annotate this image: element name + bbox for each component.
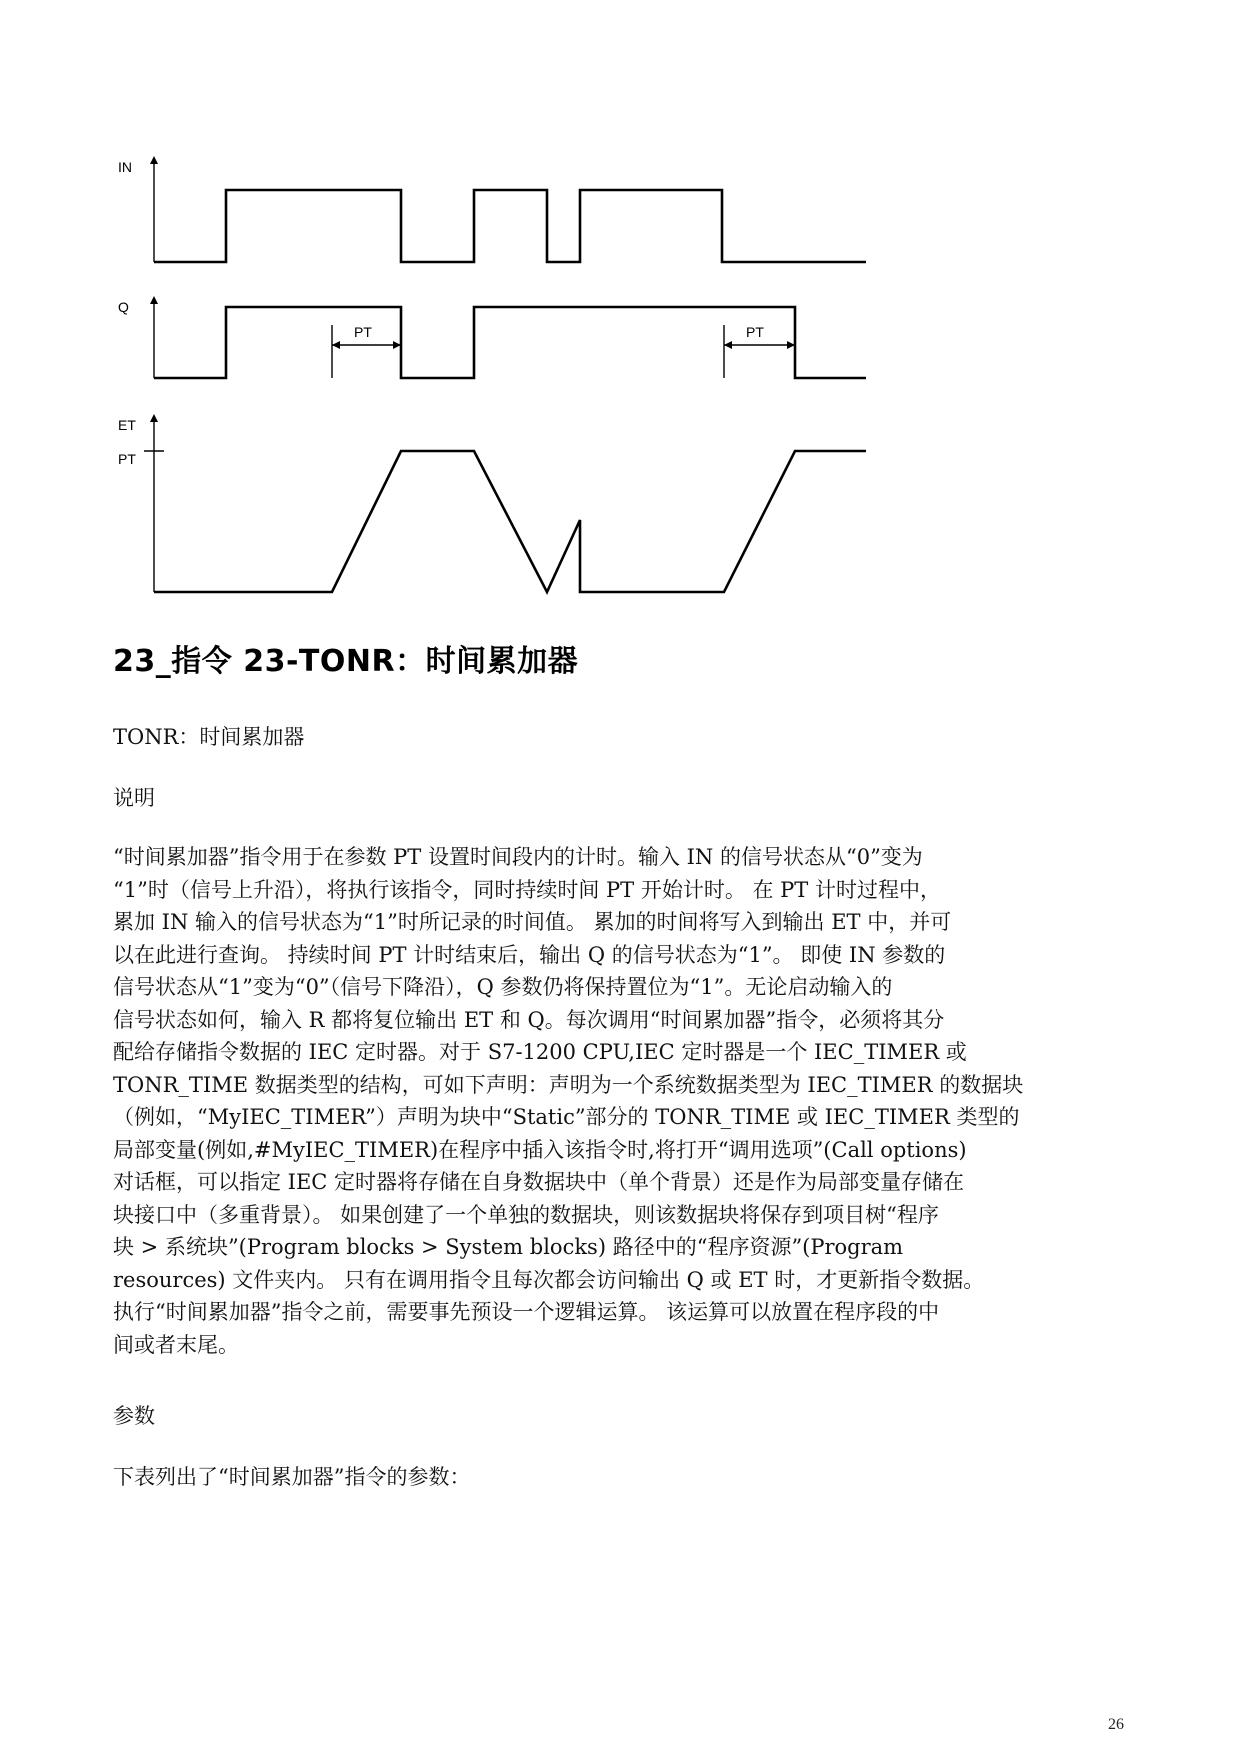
section-heading-parameters: 参数 bbox=[113, 1404, 155, 1428]
paragraph-line: 块接口中（多重背景）。 如果创建了一个单独的数据块，则该数据块将保存到项目树“程序 bbox=[113, 1202, 939, 1227]
et-signal bbox=[118, 414, 866, 592]
pt-arrow-left-icon bbox=[332, 341, 340, 349]
paragraph-line: 对话框，可以指定 IEC 定时器将存储在自身数据块中（单个背景）还是作为局部变量存储在 bbox=[113, 1170, 965, 1194]
paragraph-line: （例如，“MyIEC_TIMER”）声明为块中“Static”部分的 TONR_TIME 或 IEC_TIMER 类型的 bbox=[113, 1105, 1020, 1129]
in-signal-label: IN bbox=[118, 159, 132, 175]
paragraph-line: 信号状态如何，输入 R 都将复位输出 ET 和 Q。每次调用“时间累加器”指令，必须将其分 bbox=[113, 1007, 945, 1032]
q-signal bbox=[118, 296, 866, 378]
q-axis-arrow-icon bbox=[150, 296, 158, 304]
et-axis-arrow-icon bbox=[150, 414, 158, 422]
paragraph-line: TONR_TIME 数据类型的结构，可如下声明：声明为一个系统数据类型为 IEC_TIMER 的数据块 bbox=[113, 1072, 1024, 1097]
paragraph-line: 配给存储指令数据的 IEC 定时器。对于 S7-1200 CPU,IEC 定时器是一个 IEC_TIMER 或 bbox=[113, 1040, 967, 1064]
q-signal-label: Q bbox=[118, 299, 129, 315]
paragraph-line: resources) 文件夹内。 只有在调用指令且每次都会访问输出 Q 或 ET 时，才更新指令数据。 bbox=[113, 1267, 985, 1292]
section-heading-description: 说明 bbox=[113, 786, 155, 810]
pt-arrow-left-icon bbox=[724, 341, 732, 349]
paragraph-line: 局部变量(例如,#MyIEC_TIMER)在程序中插入该指令时,将打开“调用选项”(Call options) bbox=[113, 1137, 967, 1162]
pt-interval-1 bbox=[332, 324, 401, 378]
in-waveform bbox=[154, 190, 866, 262]
pt-interval-label: PT bbox=[354, 324, 372, 340]
description-paragraph bbox=[113, 841, 1133, 1361]
page-heading: 23_指令 23-TONR：时间累加器 bbox=[113, 644, 579, 679]
in-axis-arrow-icon bbox=[150, 156, 158, 164]
et-pt-level-label: PT bbox=[118, 451, 136, 467]
pt-interval-label: PT bbox=[746, 324, 764, 340]
in-signal bbox=[118, 156, 866, 262]
et-waveform bbox=[154, 451, 866, 592]
paragraph-line: “1”时（信号上升沿），将执行该指令，同时持续时间 PT 开始计时。 在 PT 计时过程中， bbox=[113, 877, 941, 902]
et-signal-label: ET bbox=[118, 417, 136, 433]
subtitle: TONR：时间累加器 bbox=[113, 725, 305, 749]
pt-interval-2 bbox=[724, 324, 795, 378]
timing-diagram bbox=[0, 0, 1240, 620]
page-number: 26 bbox=[1108, 1716, 1124, 1733]
paragraph-line: 信号状态从“1”变为“0”（信号下降沿），Q 参数仍将保持置位为“1”。无论启动输入的 bbox=[113, 975, 893, 999]
table-intro: 下表列出了“时间累加器”指令的参数： bbox=[113, 1465, 471, 1489]
paragraph-line: 间或者末尾。 bbox=[113, 1332, 239, 1357]
paragraph-line: 以在此进行查询。 持续时间 PT 计时结束后，输出 Q 的信号状态为“1”。 即使 IN 参数的 bbox=[113, 942, 946, 967]
paragraph-line: 块 > 系统块”(Program blocks > System blocks) 路径中的“程序资源”(Program bbox=[113, 1235, 904, 1259]
paragraph-line: 执行“时间累加器”指令之前，需要事先预设一个逻辑运算。 该运算可以放置在程序段的中 bbox=[113, 1300, 940, 1324]
q-waveform bbox=[154, 307, 866, 378]
paragraph-line: 累加 IN 输入的信号状态为“1”时所记录的时间值。 累加的时间将写入到输出 ET 中，并可 bbox=[113, 910, 952, 934]
paragraph-line: “时间累加器”指令用于在参数 PT 设置时间段内的计时。输入 IN 的信号状态从“0”变为 bbox=[113, 845, 923, 869]
